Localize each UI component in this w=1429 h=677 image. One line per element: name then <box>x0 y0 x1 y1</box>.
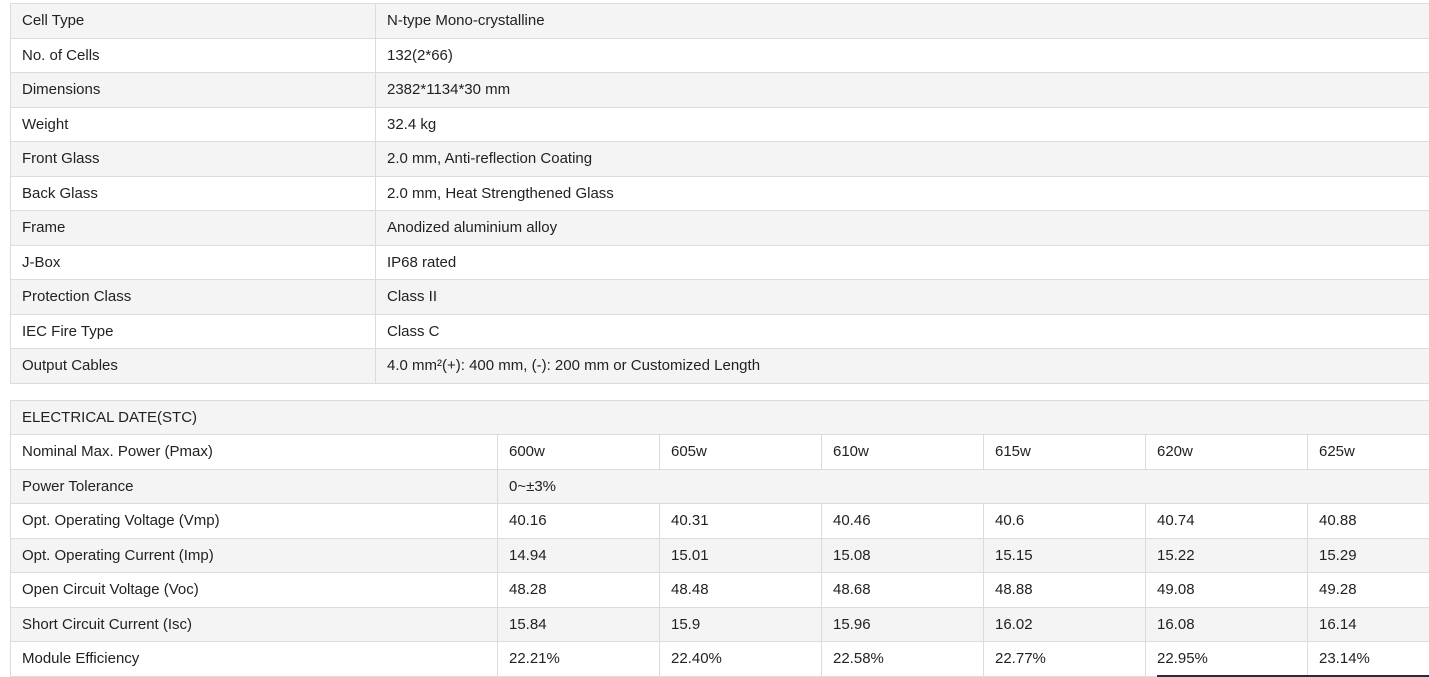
cell-value: 49.28 <box>1308 573 1429 608</box>
row-label: No. of Cells <box>11 38 376 73</box>
row-value: 4.0 mm²(+): 400 mm, (-): 200 mm or Customized Length <box>376 349 1429 384</box>
power-value: 610w <box>822 435 984 470</box>
row-label: Weight <box>11 107 376 142</box>
row-label: J-Box <box>11 245 376 280</box>
table-row <box>11 314 1429 349</box>
cell-value: 22.95% <box>1146 642 1308 677</box>
row-label: Short Circuit Current (Isc) <box>11 607 498 642</box>
power-value: 620w <box>1146 435 1308 470</box>
row-label: Output Cables <box>11 349 376 384</box>
row-label: Frame <box>11 211 376 246</box>
row-value: 2.0 mm, Anti-reflection Coating <box>376 142 1429 177</box>
row-value: 2.0 mm, Heat Strengthened Glass <box>376 176 1429 211</box>
table-row <box>11 4 1429 39</box>
section-title: ELECTRICAL DATE(STC) <box>11 400 1429 435</box>
cell-value: 15.08 <box>822 538 984 573</box>
power-value: 605w <box>660 435 822 470</box>
cell-value: 40.46 <box>822 504 984 539</box>
row-value: N-type Mono-crystalline <box>376 4 1429 39</box>
row-label: Open Circuit Voltage (Voc) <box>11 573 498 608</box>
cell-value: 49.08 <box>1146 573 1308 608</box>
cell-value: 48.68 <box>822 573 984 608</box>
row-label: Cell Type <box>11 4 376 39</box>
cell-value: 15.22 <box>1146 538 1308 573</box>
table-gap <box>10 384 1429 400</box>
row-label: Dimensions <box>11 73 376 108</box>
cell-value: 15.9 <box>660 607 822 642</box>
row-value: 32.4 kg <box>376 107 1429 142</box>
mechanical-table <box>10 3 1429 384</box>
row-value: 2382*1134*30 mm <box>376 73 1429 108</box>
cell-value: 23.14% <box>1308 642 1429 677</box>
cell-value: 40.74 <box>1146 504 1308 539</box>
cell-value: 40.16 <box>498 504 660 539</box>
table-row <box>11 435 1429 470</box>
cell-value: 40.31 <box>660 504 822 539</box>
row-value: Class C <box>376 314 1429 349</box>
electrical-table <box>10 400 1429 677</box>
cell-value: 48.88 <box>984 573 1146 608</box>
cell-value: 48.48 <box>660 573 822 608</box>
row-label: Front Glass <box>11 142 376 177</box>
table-row <box>11 538 1429 573</box>
cell-value: 16.02 <box>984 607 1146 642</box>
row-label: Back Glass <box>11 176 376 211</box>
row-label: IEC Fire Type <box>11 314 376 349</box>
cell-value: 15.96 <box>822 607 984 642</box>
table-row <box>11 349 1429 384</box>
table-row <box>11 176 1429 211</box>
cell-value: 22.58% <box>822 642 984 677</box>
table-row <box>11 573 1429 608</box>
cell-value: 40.88 <box>1308 504 1429 539</box>
row-value: Class II <box>376 280 1429 315</box>
row-label: Opt. Operating Voltage (Vmp) <box>11 504 498 539</box>
cell-value: 22.21% <box>498 642 660 677</box>
row-value: 132(2*66) <box>376 38 1429 73</box>
cell-value: 15.01 <box>660 538 822 573</box>
table-row <box>11 38 1429 73</box>
table-row <box>11 245 1429 280</box>
row-label: Opt. Operating Current (Imp) <box>11 538 498 573</box>
table-row <box>11 211 1429 246</box>
table-row <box>11 607 1429 642</box>
cell-value: 15.84 <box>498 607 660 642</box>
cell-value: 16.08 <box>1146 607 1308 642</box>
table-row <box>11 504 1429 539</box>
cell-value: 40.6 <box>984 504 1146 539</box>
cell-value: 22.40% <box>660 642 822 677</box>
table-row <box>11 642 1429 677</box>
power-value: 600w <box>498 435 660 470</box>
power-value: 625w <box>1308 435 1429 470</box>
table-row <box>11 73 1429 108</box>
table-row <box>11 469 1429 504</box>
spec-tables <box>10 3 1429 677</box>
power-value: 615w <box>984 435 1146 470</box>
row-label: Power Tolerance <box>11 469 498 504</box>
cell-value: 48.28 <box>498 573 660 608</box>
row-label: Module Efficiency <box>11 642 498 677</box>
row-label: Protection Class <box>11 280 376 315</box>
table-row <box>11 107 1429 142</box>
table-section-header <box>11 400 1429 435</box>
row-value: IP68 rated <box>376 245 1429 280</box>
cell-value: 14.94 <box>498 538 660 573</box>
cell-value: 15.15 <box>984 538 1146 573</box>
row-value: Anodized aluminium alloy <box>376 211 1429 246</box>
cell-value: 16.14 <box>1308 607 1429 642</box>
table-row <box>11 142 1429 177</box>
tolerance-value: 0~±3% <box>498 469 1429 504</box>
cell-value: 15.29 <box>1308 538 1429 573</box>
row-label: Nominal Max. Power (Pmax) <box>11 435 498 470</box>
cell-value: 22.77% <box>984 642 1146 677</box>
table-row <box>11 280 1429 315</box>
